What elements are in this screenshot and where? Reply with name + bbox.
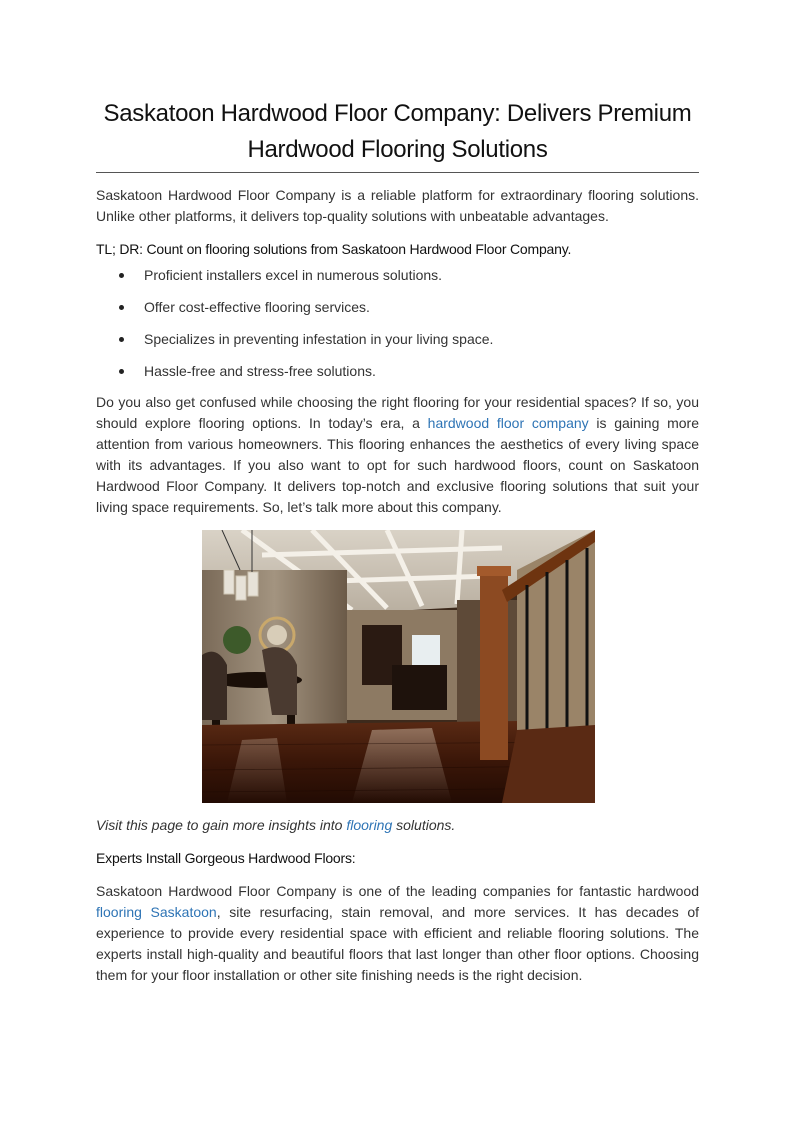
title-line-2: Hardwood Flooring Solutions	[247, 136, 548, 163]
list-item	[96, 329, 699, 350]
intro-paragraph: Saskatoon Hardwood Floor Company is a reliable platform for extraordinary flooring solutions. Unlike other platforms, it delivers top-quality solutions with unbeatable advantages.	[96, 187, 699, 224]
experts-paragraph	[96, 881, 699, 986]
flooring-saskatoon-link[interactable]: flooring Saskatoon	[96, 904, 217, 920]
bullet-text: Hassle-free and stress-free solutions.	[144, 363, 376, 379]
caption-text-before-link: Visit this page to gain more insights into	[96, 817, 347, 833]
image-caption	[96, 815, 699, 836]
bullet-icon	[119, 305, 124, 310]
tldr-heading: TL; DR: Count on flooring solutions from Saskatoon Hardwood Floor Company.	[96, 241, 572, 257]
hardwood-floor-photo	[202, 530, 595, 803]
experts-text-before-link: Saskatoon Hardwood Floor Company is one of the leading companies for fantastic hardwood	[96, 883, 699, 899]
bullet-icon	[119, 337, 124, 342]
caption-text-after-link: solutions.	[392, 817, 456, 833]
list-item	[96, 265, 699, 286]
title-divider	[96, 172, 699, 173]
hardwood-floor-company-link[interactable]: hardwood floor company	[427, 415, 589, 431]
bullet-icon	[119, 273, 124, 278]
tldr-bullet-list	[96, 265, 699, 382]
document-page	[96, 96, 699, 986]
experts-heading: Experts Install Gorgeous Hardwood Floors:	[96, 850, 356, 866]
body-text-after-link: is gaining more attention from various homeowners. This flooring enhances the aesthetics of every living space with its advantages. If you also want to opt for such hardwood floors, count on Saskatoon Hardwood Floor Company. It delivers top-notch and exclusive flooring solutions that suit your living space requirements. So, let’s talk more about this company.	[96, 415, 700, 515]
body-paragraph	[96, 392, 699, 518]
list-item	[96, 297, 699, 318]
flooring-link[interactable]: flooring	[346, 817, 393, 833]
title-line-1: Saskatoon Hardwood Floor Company: Delivers Premium	[103, 100, 692, 127]
experts-text-after-link: , site resurfacing, stain removal, and more services. It has decades of experience to provide every residential space with efficient and reliable flooring solutions. The experts install high-quality and beautiful floors that last longer than other floor options. Choosing them for your floor installation or other site finishing needs is the right decision.	[96, 904, 700, 983]
list-item	[96, 361, 699, 382]
page-title	[96, 96, 699, 168]
body-text-before-link: Do you also get confused while choosing the right flooring for your residential spaces? If so, you should explore flooring options. In today’s era, a	[96, 394, 699, 431]
bullet-text: Offer cost-effective flooring services.	[144, 299, 370, 315]
bullet-text: Proficient installers excel in numerous solutions.	[144, 267, 443, 283]
bullet-text: Specializes in preventing infestation in your living space.	[144, 331, 494, 347]
bullet-icon	[119, 369, 124, 374]
